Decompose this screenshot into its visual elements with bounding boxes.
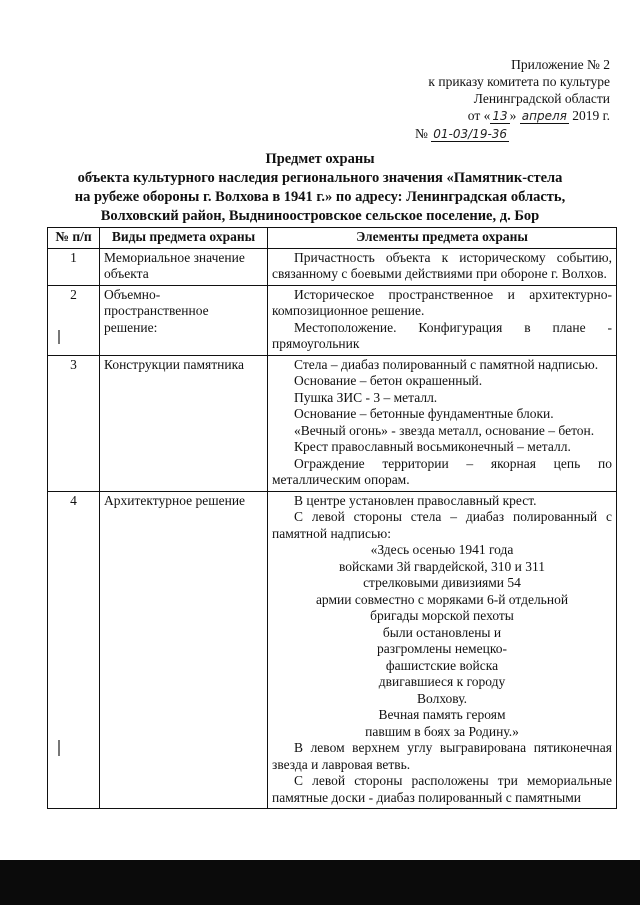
inscription-line: фашистские войска: [385, 657, 499, 673]
date-prefix: от «: [467, 108, 491, 123]
order-date: [410, 107, 610, 125]
title-line-3: на рубеже обороны г. Волхова в 1941 г.» по адресу: Ленинградская область,: [74, 189, 566, 205]
element-text: Ограждение территории – якорная цепь по металлическим опорам.: [272, 455, 612, 487]
order-reference: к приказу комитета по культуре: [428, 74, 610, 89]
table-row: [48, 248, 617, 285]
row-elements: [268, 491, 617, 809]
row-type: Архитектурное решение: [100, 491, 268, 809]
table-row: [48, 491, 617, 809]
scan-mark: [58, 330, 60, 344]
scan-mark: [58, 740, 60, 756]
element-text: Пушка ЗИС - 3 – металл.: [294, 389, 438, 405]
number-value: 01-03/19-36: [433, 127, 508, 141]
element-text: С левой стороны расположены три мемориальные памятные доски - диабаз полированный с памятными: [272, 773, 612, 805]
date-day: 13: [492, 109, 508, 123]
row-num: 4: [48, 491, 100, 809]
inscription-line: стрелковыми дивизиями 54: [363, 575, 521, 590]
row-elements: [268, 355, 617, 491]
row-elements: [268, 248, 617, 285]
inscription-line: бригады морской пехоты: [370, 608, 514, 623]
inscription-line: «Здесь осенью 1941 года: [370, 542, 514, 557]
document-title: [0, 150, 640, 226]
date-mid: »: [509, 108, 517, 123]
inscription-line: были остановлены и: [382, 624, 502, 640]
inscription-line: Вечная память героям: [378, 707, 506, 722]
row-num: 3: [48, 355, 100, 491]
header-num: № п/п: [48, 228, 100, 249]
table-header-row: [48, 228, 617, 249]
row-type: Мемориальное значение объекта: [100, 248, 268, 285]
title-line-2: объекта культурного наследия регионального значения «Памятник-стела: [77, 170, 563, 186]
element-text: Крест православный восьмиконечный – металл.: [294, 439, 571, 454]
row-type: Конструкции памятника: [100, 355, 268, 491]
table-row: [48, 355, 617, 491]
inscription-line: разгромлены немецко-: [377, 641, 507, 656]
appendix-label: Приложение № 2: [511, 57, 610, 72]
element-text: Местоположение. Конфигурация в плане - прямоугольник: [272, 319, 612, 351]
title-line-4: Волховский район, Выдниноостровское сельское поселение, д. Бор: [100, 208, 540, 224]
element-text: Основание – бетонные фундаментные блоки.: [294, 406, 554, 421]
date-year: 2019 г.: [572, 108, 610, 123]
table-row: [48, 285, 617, 355]
element-text: С левой стороны стела – диабаз полированный с памятной надписью:: [272, 509, 612, 541]
inscription-line: Волхову.: [417, 690, 467, 706]
row-elements: [268, 285, 617, 355]
number-prefix: №: [415, 126, 428, 141]
appendix-header: [410, 56, 610, 143]
order-number: [410, 125, 610, 143]
row-num: 1: [48, 248, 100, 285]
header-type: Виды предмета охраны: [100, 228, 268, 249]
element-text: Стела – диабаз полированный с памятной надписью.: [294, 356, 599, 372]
element-text: «Вечный огонь» - звезда металл, основание – бетон.: [294, 422, 595, 438]
date-month: апреля: [521, 109, 567, 123]
protection-table: [47, 227, 617, 809]
title-line-1: Предмет охраны: [265, 151, 375, 167]
inscription-line: войсками 3й гвардейской, 310 и 311: [338, 558, 546, 574]
element-text: Историческое пространственное и архитектурно-композиционное решение.: [272, 286, 612, 318]
row-num: 2: [48, 285, 100, 355]
committee-region: Ленинградской области: [473, 91, 610, 106]
scan-edge: [0, 860, 640, 905]
inscription-line: павшим в боях за Родину.»: [365, 723, 519, 739]
row-type: Объемно-пространственное решение:: [100, 285, 268, 355]
inscription-line: армии совместно с моряками 6-й отдельной: [315, 591, 569, 607]
element-text: Основание – бетон окрашенный.: [294, 373, 483, 388]
inscription-line: двигавшиеся к городу: [378, 674, 506, 689]
element-text: В левом верхнем углу выгравирована пятиконечная звезда и лавровая ветвь.: [272, 740, 612, 772]
element-text: Причастность объекта к историческому событию, связанному с боевыми действиями при обороне г. Волхов.: [272, 249, 612, 281]
element-text: В центре установлен православный крест.: [294, 492, 537, 508]
header-elements: Элементы предмета охраны: [268, 228, 617, 249]
